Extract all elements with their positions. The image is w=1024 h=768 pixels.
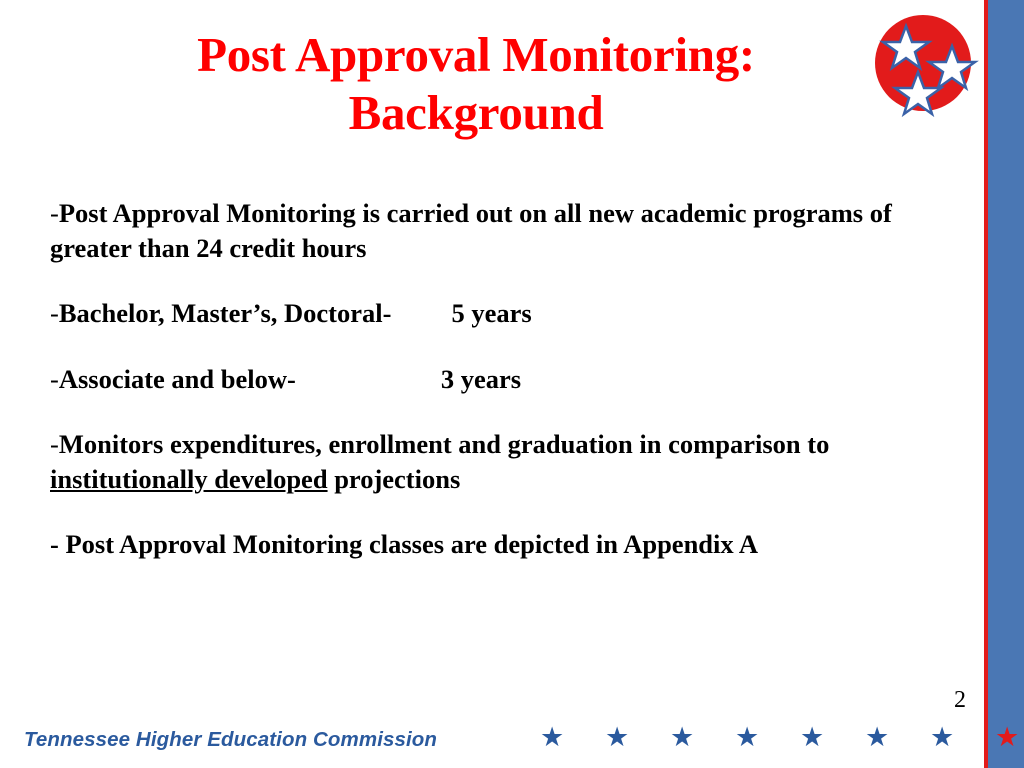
footer-star: ★: [605, 722, 630, 752]
bullet-dash: -: [50, 428, 59, 459]
right-red-stripe: [984, 0, 988, 768]
footer-star: ★: [540, 722, 565, 752]
slide-body: [50, 196, 960, 563]
body-paragraph-2: [50, 296, 960, 331]
body-paragraph-4-text-before: Monitors expenditures, enrollment and graduation in comparison to: [58, 428, 836, 459]
footer-star: ★: [865, 722, 890, 752]
body-paragraph-4: [50, 427, 960, 497]
footer-organization: Tennessee Higher Education Commission: [24, 728, 438, 751]
bullet-dash: -: [50, 198, 59, 228]
body-paragraph-5-text: - Post Approval Monitoring classes are depicted in Appendix A: [50, 529, 758, 560]
page-title-line-2: Background: [348, 84, 604, 140]
page-title-line-1: Post Approval Monitoring:: [197, 27, 755, 82]
footer-star-accent: ★: [995, 722, 1020, 752]
body-paragraph-1: [50, 196, 960, 266]
body-paragraph-5: [50, 527, 960, 562]
page-number: 2: [954, 687, 966, 713]
body-paragraph-1-text: Post Approval Monitoring is carried out on all new academic programs of greater than 24 credit hours: [50, 198, 899, 264]
footer-star: ★: [735, 722, 760, 752]
body-paragraph-4-underlined: institutionally developed: [50, 464, 328, 495]
bullet-dash: -: [50, 363, 59, 394]
footer-star: ★: [930, 722, 955, 752]
body-paragraph-3-value: 3 years: [440, 363, 522, 394]
right-decorative-band: [988, 0, 1024, 768]
body-paragraph-2-label: Bachelor, Master’s, Doctoral-: [58, 298, 392, 329]
body-paragraph-4-text-after: projections: [327, 464, 461, 495]
body-paragraph-3-label: Associate and below-: [58, 363, 296, 394]
page-title: [0, 26, 952, 142]
footer-star: ★: [800, 722, 825, 752]
footer-star-row: [540, 722, 1020, 752]
body-paragraph-3: [50, 362, 960, 397]
tennessee-tri-star-logo-icon: [866, 6, 980, 120]
footer-star: ★: [670, 722, 695, 752]
body-paragraph-2-value: 5 years: [451, 298, 532, 329]
bullet-dash: -: [50, 298, 59, 329]
